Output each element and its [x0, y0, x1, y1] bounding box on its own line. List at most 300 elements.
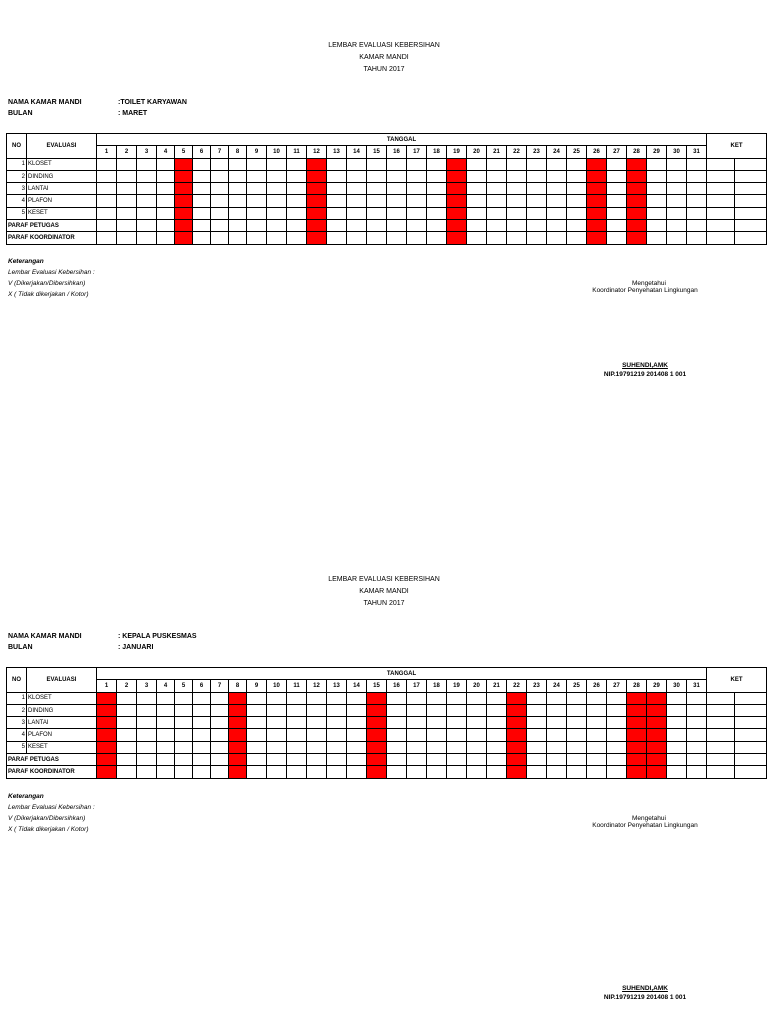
nama-label: NAMA KAMAR MANDI [8, 633, 82, 640]
ket-cell [707, 729, 735, 741]
check-cell [567, 692, 587, 704]
check-cell [407, 754, 427, 766]
check-cell [467, 195, 487, 207]
check-cell [229, 195, 247, 207]
day-header: 27 [607, 680, 627, 692]
check-cell [607, 729, 627, 741]
check-cell [367, 220, 387, 232]
check-cell [157, 717, 175, 729]
check-cell [567, 717, 587, 729]
check-cell [287, 170, 307, 182]
check-cell [547, 170, 567, 182]
check-cell [247, 220, 267, 232]
check-cell [427, 704, 447, 716]
day-header: 8 [229, 146, 247, 158]
day-header: 6 [193, 680, 211, 692]
day-header: 29 [647, 680, 667, 692]
keterangan-line: V (Dikerjakan/Dibersihkan) [8, 280, 86, 287]
table-row [7, 195, 767, 207]
check-cell [117, 692, 137, 704]
marked-cell [507, 692, 527, 704]
check-cell [447, 729, 467, 741]
day-header: 17 [407, 146, 427, 158]
marked-cell [307, 207, 327, 219]
check-cell [157, 741, 175, 753]
check-cell [117, 195, 137, 207]
check-cell [527, 704, 547, 716]
check-cell [407, 692, 427, 704]
check-cell [467, 766, 487, 778]
check-cell [211, 754, 229, 766]
check-cell [247, 704, 267, 716]
day-header: 26 [587, 680, 607, 692]
check-cell [407, 220, 427, 232]
check-cell [117, 220, 137, 232]
check-cell [97, 183, 117, 195]
check-cell [137, 692, 157, 704]
table-row [7, 741, 767, 753]
check-cell [467, 754, 487, 766]
check-cell [547, 741, 567, 753]
day-header: 1 [97, 680, 117, 692]
col-header-tanggal: TANGGAL [97, 134, 707, 146]
day-header: 11 [287, 680, 307, 692]
check-cell [527, 195, 547, 207]
check-cell [667, 754, 687, 766]
check-cell [447, 766, 467, 778]
day-header: 5 [175, 146, 193, 158]
check-cell [607, 754, 627, 766]
check-cell [527, 220, 547, 232]
check-cell [387, 183, 407, 195]
check-cell [507, 158, 527, 170]
check-cell [547, 232, 567, 244]
check-cell [97, 207, 117, 219]
check-cell [487, 717, 507, 729]
paraf-koordinator-label: PARAF KOORDINATOR [7, 232, 97, 244]
check-cell [117, 766, 137, 778]
marked-cell [97, 766, 117, 778]
row-no: 5 [7, 741, 27, 753]
signatory-nip: NIP.19791219 201408 1 001 [603, 994, 687, 1001]
check-cell [267, 220, 287, 232]
check-cell [287, 741, 307, 753]
check-cell [407, 170, 427, 182]
signature-block [560, 280, 730, 294]
day-header: 21 [487, 680, 507, 692]
marked-cell [587, 158, 607, 170]
check-cell [607, 232, 627, 244]
check-cell [287, 754, 307, 766]
check-cell [387, 232, 407, 244]
check-cell [267, 692, 287, 704]
check-cell [467, 741, 487, 753]
check-cell [193, 717, 211, 729]
marked-cell [627, 195, 647, 207]
bulan-value: : MARET [118, 110, 148, 117]
check-cell [687, 158, 707, 170]
day-header: 7 [211, 146, 229, 158]
check-cell [467, 692, 487, 704]
check-cell [327, 741, 347, 753]
check-cell [347, 741, 367, 753]
check-cell [407, 717, 427, 729]
check-cell [487, 195, 507, 207]
marked-cell [367, 729, 387, 741]
marked-cell [367, 754, 387, 766]
check-cell [487, 220, 507, 232]
check-cell [567, 232, 587, 244]
check-cell [347, 704, 367, 716]
row-item: KLOSET [27, 158, 97, 170]
day-header: 4 [157, 680, 175, 692]
check-cell [117, 232, 137, 244]
check-cell [527, 692, 547, 704]
check-cell [347, 183, 367, 195]
check-cell [687, 717, 707, 729]
check-cell [97, 170, 117, 182]
check-cell [287, 766, 307, 778]
check-cell [347, 220, 367, 232]
check-cell [287, 692, 307, 704]
marked-cell [627, 692, 647, 704]
ket-cell [735, 158, 767, 170]
check-cell [467, 704, 487, 716]
marked-cell [447, 232, 467, 244]
check-cell [387, 741, 407, 753]
check-cell [137, 207, 157, 219]
marked-cell [447, 207, 467, 219]
check-cell [267, 741, 287, 753]
day-header: 9 [247, 146, 267, 158]
ket-cell [735, 232, 767, 244]
keterangan-title: Keterangan [8, 258, 44, 265]
marked-cell [367, 704, 387, 716]
check-cell [667, 704, 687, 716]
signatory-nip: NIP.19791219 201408 1 001 [603, 371, 687, 378]
check-cell [175, 729, 193, 741]
check-cell [547, 729, 567, 741]
check-cell [247, 170, 267, 182]
check-cell [607, 704, 627, 716]
marked-cell [507, 729, 527, 741]
check-cell [527, 207, 547, 219]
day-header: 13 [327, 680, 347, 692]
title-line-3: TAHUN 2017 [363, 600, 405, 607]
marked-cell [507, 717, 527, 729]
marked-cell [587, 232, 607, 244]
ket-cell [735, 754, 767, 766]
check-cell [487, 158, 507, 170]
check-cell [467, 170, 487, 182]
check-cell [607, 220, 627, 232]
row-no: 4 [7, 195, 27, 207]
marked-cell [447, 158, 467, 170]
signatory [560, 985, 730, 1001]
check-cell [527, 729, 547, 741]
check-cell [487, 183, 507, 195]
day-header: 31 [687, 146, 707, 158]
marked-cell [447, 220, 467, 232]
table-row [7, 207, 767, 219]
row-no: 5 [7, 207, 27, 219]
day-header: 14 [347, 680, 367, 692]
marked-cell [647, 704, 667, 716]
day-header: 15 [367, 146, 387, 158]
check-cell [157, 207, 175, 219]
ket-cell [735, 170, 767, 182]
check-cell [267, 729, 287, 741]
check-cell [137, 754, 157, 766]
mengetahui-label: Mengetahui [632, 815, 666, 822]
check-cell [647, 183, 667, 195]
check-cell [687, 232, 707, 244]
keterangan-line: V (Dikerjakan/Dibersihkan) [8, 815, 86, 822]
check-cell [247, 754, 267, 766]
check-cell [407, 741, 427, 753]
marked-cell [367, 692, 387, 704]
marked-cell [97, 741, 117, 753]
check-cell [687, 195, 707, 207]
check-cell [647, 158, 667, 170]
check-cell [229, 207, 247, 219]
marked-cell [587, 183, 607, 195]
ket-cell [707, 170, 735, 182]
check-cell [175, 754, 193, 766]
day-header: 12 [307, 680, 327, 692]
check-cell [211, 704, 229, 716]
check-cell [467, 232, 487, 244]
keterangan [8, 256, 95, 300]
col-header-no: NO [7, 668, 27, 693]
check-cell [687, 754, 707, 766]
check-cell [467, 220, 487, 232]
table-row [7, 704, 767, 716]
check-cell [387, 754, 407, 766]
check-cell [667, 741, 687, 753]
marked-cell [627, 766, 647, 778]
row-no: 2 [7, 704, 27, 716]
check-cell [347, 232, 367, 244]
table-row [7, 692, 767, 704]
form-info [8, 99, 308, 121]
marked-cell [229, 766, 247, 778]
check-cell [327, 232, 347, 244]
check-cell [157, 183, 175, 195]
check-cell [347, 158, 367, 170]
ket-cell [707, 754, 735, 766]
check-cell [97, 232, 117, 244]
check-cell [607, 717, 627, 729]
row-item: DINDING [27, 704, 97, 716]
day-header: 25 [567, 146, 587, 158]
marked-cell [627, 717, 647, 729]
check-cell [667, 158, 687, 170]
row-item: DINDING [27, 170, 97, 182]
day-header: 22 [507, 146, 527, 158]
check-cell [193, 692, 211, 704]
check-cell [175, 717, 193, 729]
marked-cell [97, 729, 117, 741]
check-cell [193, 183, 211, 195]
check-cell [427, 729, 447, 741]
col-header-ket: KET [707, 134, 767, 159]
marked-cell [97, 717, 117, 729]
marked-cell [175, 207, 193, 219]
day-header: 23 [527, 146, 547, 158]
ket-cell [735, 766, 767, 778]
marked-cell [229, 692, 247, 704]
check-cell [467, 717, 487, 729]
day-header: 11 [287, 146, 307, 158]
check-cell [527, 717, 547, 729]
check-cell [137, 158, 157, 170]
check-cell [547, 220, 567, 232]
check-cell [547, 717, 567, 729]
table-row [7, 158, 767, 170]
check-cell [567, 183, 587, 195]
check-cell [327, 717, 347, 729]
check-cell [407, 183, 427, 195]
check-cell [137, 232, 157, 244]
check-cell [229, 220, 247, 232]
check-cell [211, 741, 229, 753]
day-header: 26 [587, 146, 607, 158]
check-cell [211, 729, 229, 741]
check-cell [367, 195, 387, 207]
day-header: 28 [627, 146, 647, 158]
check-cell [487, 766, 507, 778]
check-cell [347, 207, 367, 219]
ket-cell [707, 232, 735, 244]
check-cell [307, 704, 327, 716]
marked-cell [627, 704, 647, 716]
row-no: 3 [7, 717, 27, 729]
check-cell [607, 766, 627, 778]
day-header: 2 [117, 680, 137, 692]
row-item: LANTAI [27, 183, 97, 195]
check-cell [117, 170, 137, 182]
day-header: 14 [347, 146, 367, 158]
check-cell [487, 704, 507, 716]
check-cell [607, 170, 627, 182]
title-line-1: LEMBAR EVALUASI KEBERSIHAN [328, 42, 440, 49]
check-cell [447, 717, 467, 729]
day-header: 30 [667, 146, 687, 158]
check-cell [547, 183, 567, 195]
table-row [7, 170, 767, 182]
check-cell [647, 170, 667, 182]
marked-cell [627, 754, 647, 766]
check-cell [211, 158, 229, 170]
check-cell [287, 195, 307, 207]
check-cell [427, 754, 447, 766]
check-cell [427, 170, 447, 182]
marked-cell [627, 741, 647, 753]
check-cell [507, 220, 527, 232]
marked-cell [587, 170, 607, 182]
check-cell [193, 704, 211, 716]
marked-cell [367, 741, 387, 753]
ket-cell [735, 717, 767, 729]
check-cell [327, 704, 347, 716]
check-cell [193, 232, 211, 244]
check-cell [247, 717, 267, 729]
check-cell [193, 195, 211, 207]
check-cell [567, 220, 587, 232]
check-cell [307, 741, 327, 753]
marked-cell [627, 207, 647, 219]
check-cell [387, 717, 407, 729]
check-cell [687, 692, 707, 704]
check-cell [527, 232, 547, 244]
check-cell [487, 232, 507, 244]
check-cell [687, 741, 707, 753]
marked-cell [627, 220, 647, 232]
check-cell [117, 754, 137, 766]
marked-cell [587, 207, 607, 219]
paraf-row [7, 232, 767, 244]
marked-cell [307, 170, 327, 182]
check-cell [287, 232, 307, 244]
day-header: 1 [97, 146, 117, 158]
check-cell [211, 766, 229, 778]
title-line-2: KAMAR MANDI [359, 54, 409, 61]
row-no: 1 [7, 158, 27, 170]
check-cell [387, 195, 407, 207]
ket-cell [735, 220, 767, 232]
check-cell [687, 766, 707, 778]
marked-cell [97, 692, 117, 704]
check-cell [587, 766, 607, 778]
check-cell [307, 754, 327, 766]
evaluation-table [6, 133, 767, 245]
marked-cell [447, 195, 467, 207]
check-cell [327, 692, 347, 704]
check-cell [327, 220, 347, 232]
day-header: 7 [211, 680, 229, 692]
check-cell [407, 207, 427, 219]
keterangan [8, 791, 95, 835]
check-cell [287, 158, 307, 170]
day-header: 4 [157, 146, 175, 158]
check-cell [607, 692, 627, 704]
check-cell [547, 754, 567, 766]
marked-cell [447, 183, 467, 195]
check-cell [247, 766, 267, 778]
marked-cell [627, 170, 647, 182]
row-item: LANTAI [27, 717, 97, 729]
check-cell [647, 195, 667, 207]
check-cell [607, 195, 627, 207]
check-cell [467, 729, 487, 741]
signatory [560, 362, 730, 378]
check-cell [287, 183, 307, 195]
row-item: KESET [27, 741, 97, 753]
ket-cell [707, 741, 735, 753]
day-header: 30 [667, 680, 687, 692]
check-cell [327, 729, 347, 741]
marked-cell [229, 754, 247, 766]
check-cell [527, 170, 547, 182]
check-cell [347, 195, 367, 207]
day-header: 9 [247, 680, 267, 692]
check-cell [427, 195, 447, 207]
check-cell [267, 158, 287, 170]
check-cell [607, 741, 627, 753]
day-header: 18 [427, 680, 447, 692]
check-cell [327, 158, 347, 170]
